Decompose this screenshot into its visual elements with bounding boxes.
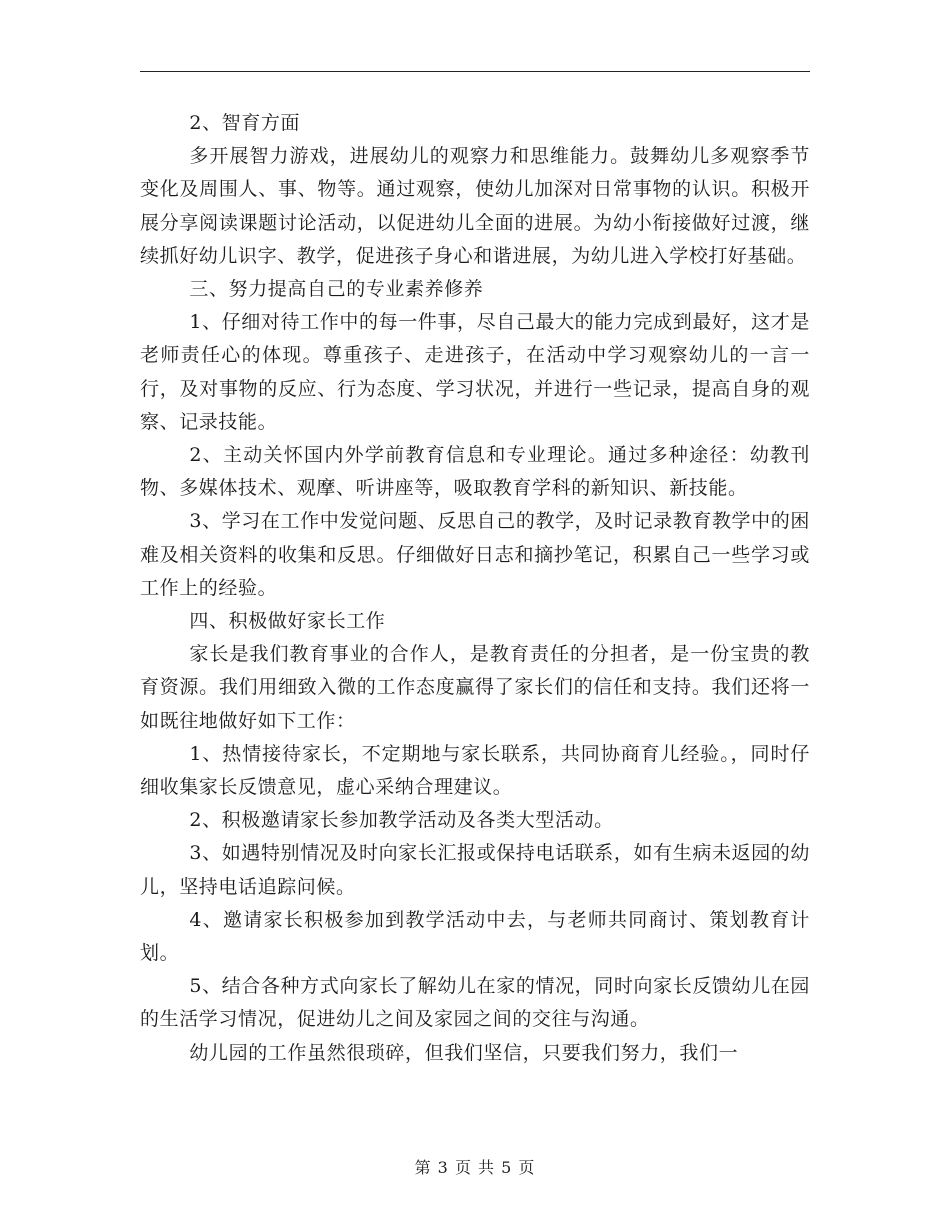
header-rule: [140, 71, 810, 72]
paragraph-parents-intro: 家长是我们教育事业的合作人，是教育责任的分担者，是一份宝贵的教育资源。我们用细致入微的工作态度赢得了家长们的信任和支持。我们还将一如既往地做好如下工作：: [140, 643, 810, 732]
paragraph-professional-item-2: 2、主动关怀国内外学前教育信息和专业理论。通过多种途径：幼教刊物、多媒体技术、观摩、听讲座等，吸取教育学科的新知识、新技能。: [140, 444, 810, 500]
paragraph-parents-item-4: 4、邀请家长积极参加到教学活动中去，与老师共同商讨、策划教育计划。: [140, 908, 810, 965]
section-heading-professional: 三、努力提高自己的专业素养修养: [189, 278, 484, 301]
paragraph-parents-item-3: 3、如遇特别情况及时向家长汇报或保持电话联系，如有生病未返园的幼儿，坚持电话追踪问候。: [140, 842, 810, 898]
paragraph-closing: 幼儿园的工作虽然很琐碎，但我们坚信，只要我们努力，我们一: [189, 1041, 739, 1064]
paragraph-professional-item-3: 3、学习在工作中发觉问题、反思自己的教学，及时记录教育教学中的困难及相关资料的收集和反思。仔细做好日志和摘抄笔记，积累自己一些学习或工作上的经验。: [140, 510, 810, 599]
paragraph-parents-item-1: 1、热情接待家长，不定期地与家长联系，共同协商育儿经验。，同时仔细收集家长反馈意见，虚心采纳合理建议。: [140, 742, 810, 799]
paragraph-professional-item-1: 1、仔细对待工作中的每一件事，尽自己最大的能力完成到最好，这才是老师责任心的体现。尊重孩子、走进孩子，在活动中学习观察幼儿的一言一行，及对事物的反应、行为态度、学习状况，并进行一些记录，提高自身的观察、记录技能。: [140, 311, 810, 433]
paragraph-parents-item-2: 2、积极邀请家长参加教学活动及各类大型活动。: [189, 809, 614, 832]
section-heading-intellectual: 2、智育方面: [189, 112, 301, 134]
document-body: [140, 107, 810, 1070]
page-number-footer: 第 3 页 共 5 页: [414, 1158, 536, 1177]
section-heading-parents: 四、积极做好家长工作: [189, 610, 386, 633]
paragraph-parents-item-5: 5、结合各种方式向家长了解幼儿在家的情况，同时向家长反馈幼儿在园的生活学习情况，促进幼儿之间及家园之间的交往与沟通。: [140, 975, 810, 1031]
paragraph-intellectual-activities: 多开展智力游戏，进展幼儿的观察力和思维能力。鼓舞幼儿多观察季节变化及周围人、事、物等。通过观察，使幼儿加深对日常事物的认识。积极开展分享阅读课题讨论活动，以促进幼儿全面的进展。为幼小衔接做好过渡，继续抓好幼儿识字、教学，促进孩子身心和谐进展，为幼儿进入学校打好基础。: [140, 145, 810, 267]
